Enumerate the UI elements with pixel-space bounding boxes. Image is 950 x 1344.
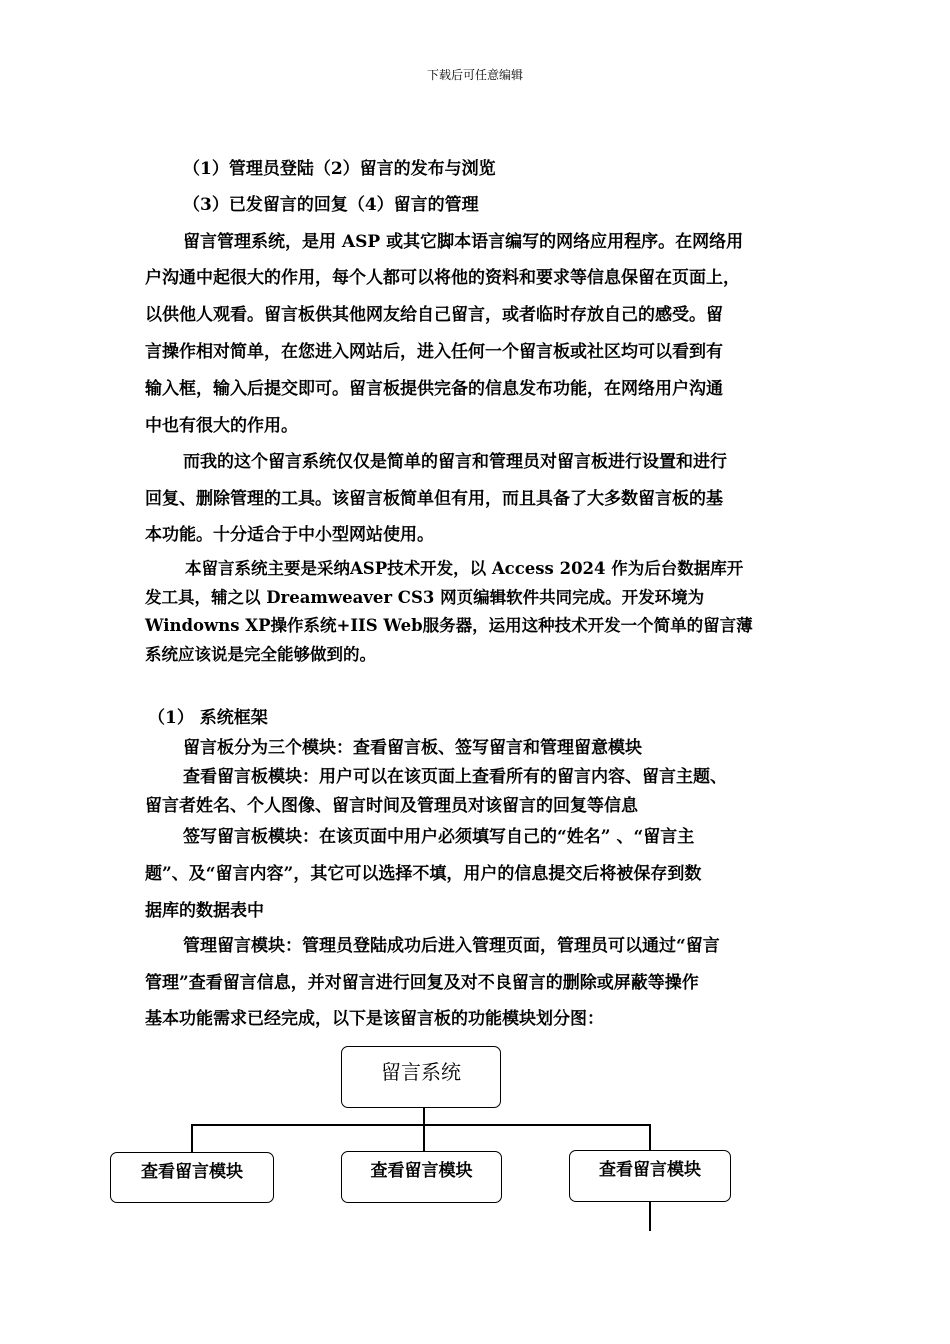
connector-line <box>191 1124 650 1126</box>
paragraph-line: 系统应该说是完全能够做到的。 <box>145 645 376 664</box>
paragraph-line: 留言板分为三个模块：查看留言板、签写留言和管理留意模块 <box>183 738 642 758</box>
diagram-child-node <box>110 1152 274 1203</box>
diagram-child-node <box>341 1151 502 1203</box>
paragraph-line: 本功能。十分适合于中小型网站使用。 <box>145 525 434 545</box>
paragraph-line: 留言者姓名、个人图像、留言时间及管理员对该留言的回复等信息 <box>145 796 638 816</box>
paragraph-line: 发工具，辅之以 Dreamweaver CS3 网页编辑软件共同完成。开发环境为 <box>145 588 705 607</box>
paragraph-line: 而我的这个留言系统仅仅是简单的留言和管理员对留言板进行设置和进行 <box>183 452 727 472</box>
paragraph-line: 以供他人观看。留言板供其他网友给自己留言，或者临时存放自己的感受。留 <box>145 305 723 325</box>
diagram-root-node <box>341 1046 501 1108</box>
paragraph-line: 中也有很大的作用。 <box>145 416 298 436</box>
paragraph-line: 回复、删除管理的工具。该留言板简单但有用，而且具备了大多数留言板的基 <box>145 489 723 509</box>
diagram-child-label: 查看留言模块 <box>370 1161 473 1181</box>
paragraph-line: 输入框，输入后提交即可。留言板提供完备的信息发布功能，在网络用户沟通 <box>145 379 723 399</box>
diagram-child-label: 查看留言模块 <box>141 1162 243 1182</box>
paragraph-line: 查看留言板模块：用户可以在该页面上查看所有的留言内容、留言主题、 <box>183 767 727 787</box>
list-item-2: （3）已发留言的回复（4）留言的管理 <box>183 195 479 215</box>
paragraph-line: 据库的数据表中 <box>145 901 264 921</box>
paragraph-line: Windowns XP操作系统+IIS Web服务器，运用这种技术开发一个简单的留言薄 <box>145 616 753 635</box>
paragraph-line: 签写留言板模块：在该页面中用户必须填写自己的“姓名” 、“留言主 <box>183 827 695 847</box>
diagram-child-node <box>569 1150 731 1202</box>
paragraph-line: 户沟通中起很大的作用，每个人都可以将他的资料和要求等信息保留在页面上， <box>145 268 740 288</box>
paragraph-line: 留言管理系统，是用 ASP 或其它脚本语言编写的网络应用程序。在网络用 <box>183 232 744 252</box>
page-header: 下载后可任意编辑 <box>426 68 523 82</box>
paragraph-line: 言操作相对简单，在您进入网站后，进入任何一个留言板或社区均可以看到有 <box>145 342 723 362</box>
section-heading: （1） 系统框架 <box>148 708 268 728</box>
paragraph-line: 本留言系统主要是采纳ASP技术开发，以 Access 2024 作为后台数据库开 <box>185 559 744 578</box>
connector-line <box>423 1106 425 1152</box>
paragraph-line: 管理留言模块：管理员登陆成功后进入管理页面，管理员可以通过“留言 <box>183 936 720 956</box>
connector-line <box>191 1124 193 1152</box>
paragraph-line: 管理”查看留言信息，并对留言进行回复及对不良留言的删除或屏蔽等操作 <box>145 973 699 993</box>
connector-line <box>649 1200 651 1231</box>
diagram-root-label: 留言系统 <box>381 1060 461 1084</box>
diagram-child-label: 查看留言模块 <box>599 1160 701 1180</box>
paragraph-line: 基本功能需求已经完成，以下是该留言板的功能模块划分图： <box>145 1009 604 1029</box>
paragraph-line: 题”、及“留言内容”，其它可以选择不填，用户的信息提交后将被保存到数 <box>145 864 702 884</box>
connector-line <box>649 1124 651 1150</box>
list-item-1: （1）管理员登陆（2）留言的发布与浏览 <box>183 159 496 179</box>
